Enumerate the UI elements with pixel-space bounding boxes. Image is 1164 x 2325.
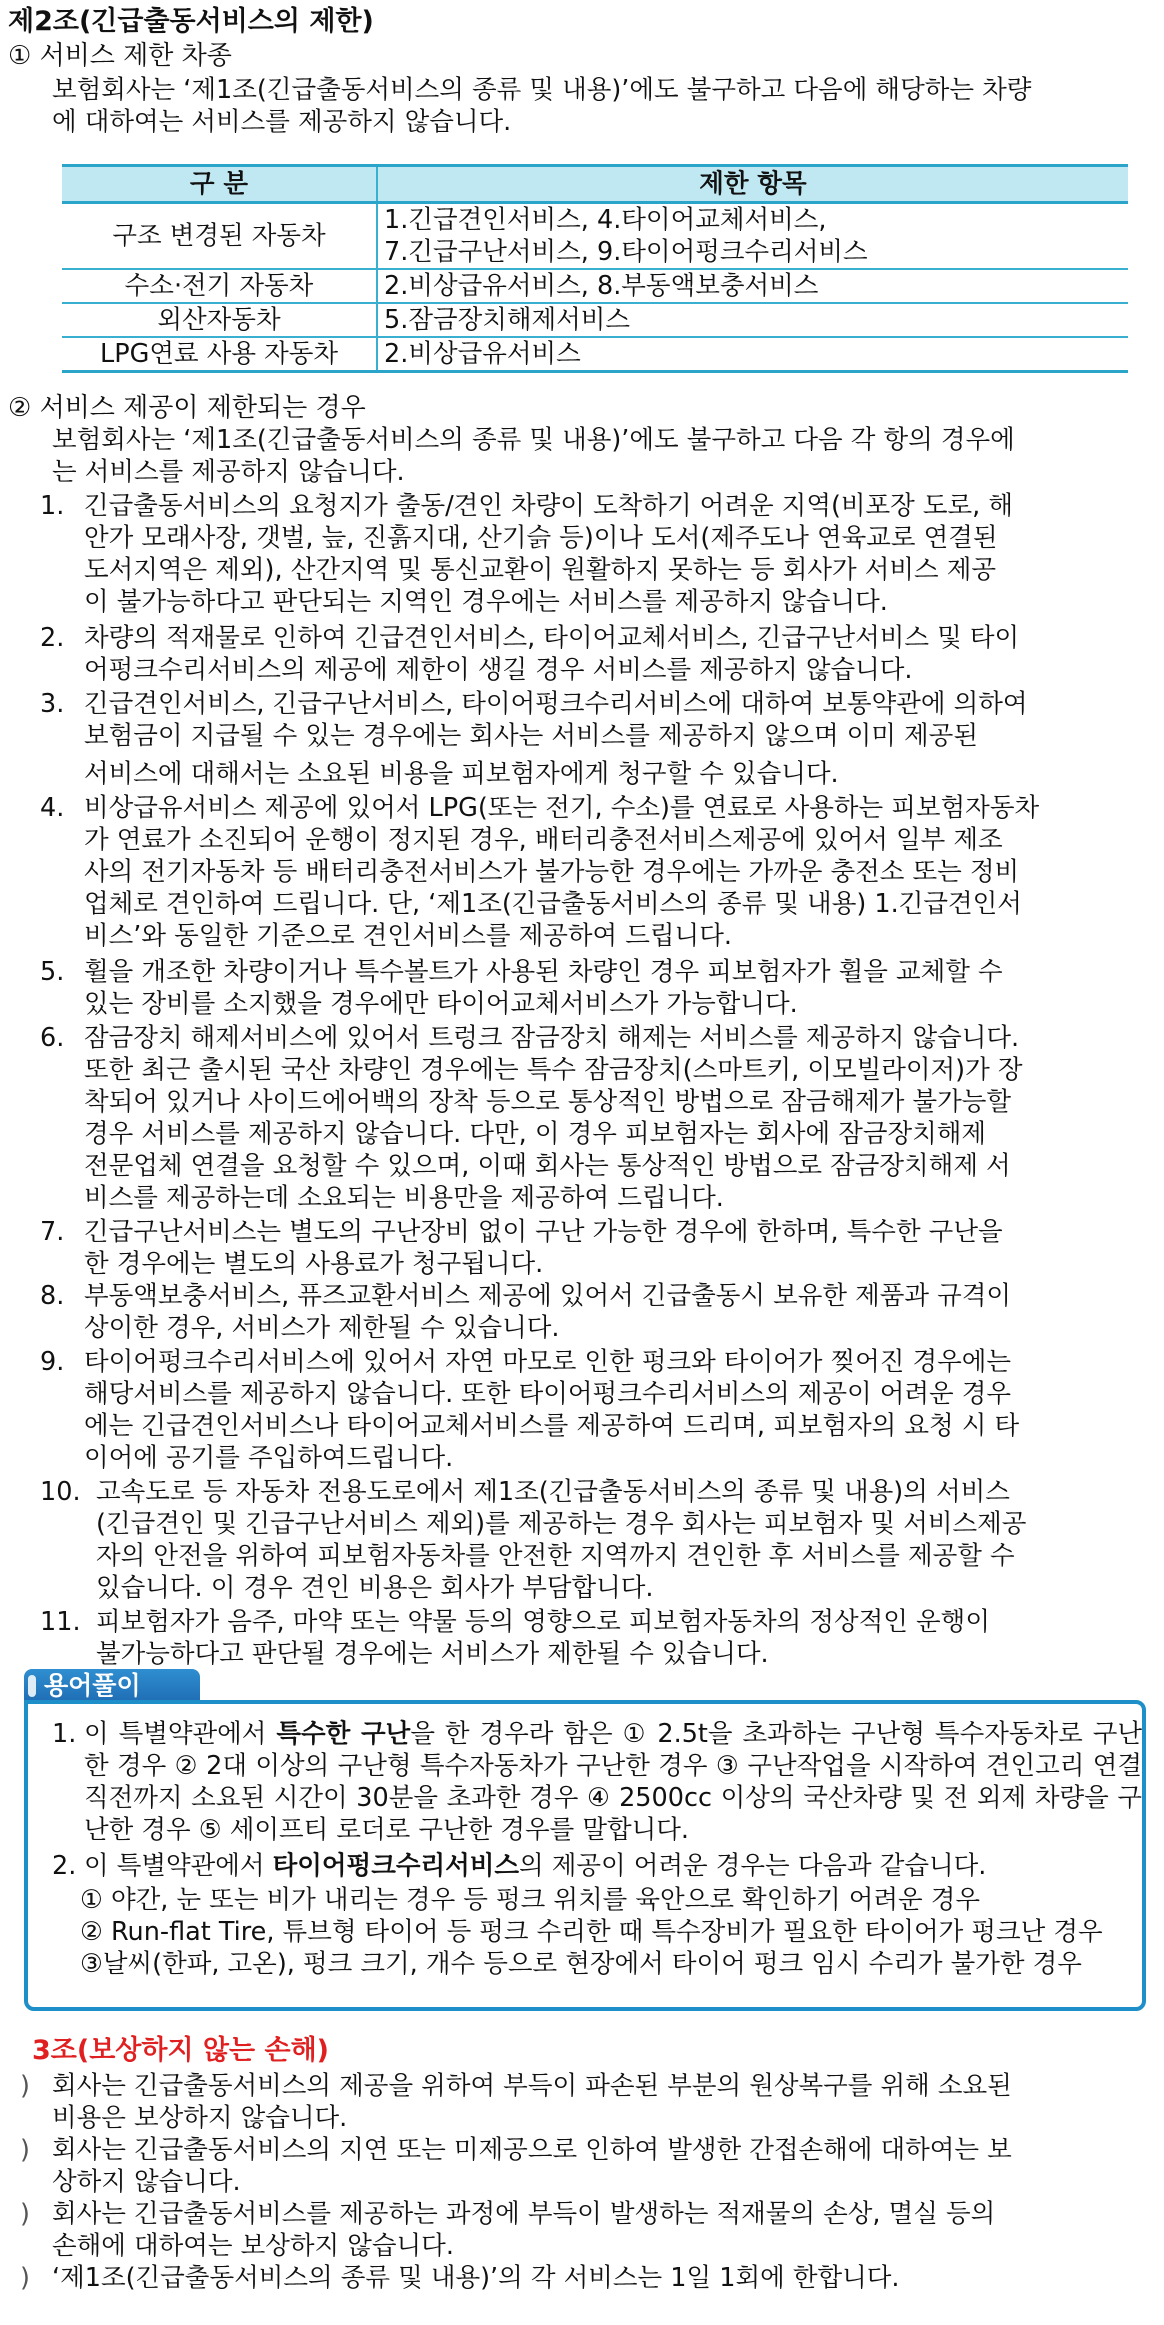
- list-item-number: 7.: [40, 1217, 65, 1247]
- text-line: 비스를 제공하는데 소요되는 비용만을 제공하여 드립니다.: [84, 1183, 724, 1213]
- table-cell-category: 구조 변경된 자동차: [62, 203, 377, 270]
- article2-title: 제2조(긴급출동서비스의 제한): [8, 6, 374, 37]
- text-line: 해당서비스를 제공하지 않습니다. 또한 타이어펑크수리서비스의 제공이 어려운 경우: [84, 1379, 1012, 1409]
- list-item-text: [84, 622, 1136, 686]
- list-item-number: 9.: [40, 1347, 65, 1377]
- list-item: [40, 1022, 1136, 1214]
- text-run: 이 특별약관에서: [84, 1719, 277, 1749]
- glossary-tab-label: 용어풀이: [44, 1671, 141, 1700]
- table-cell-category: 외산자동차: [62, 303, 377, 337]
- text-line: 긴급견인서비스, 긴급구난서비스, 타이어펑크수리서비스에 대하여 보통약관에 의하여: [84, 689, 1028, 719]
- text-line: 이어에 공기를 주입하여드립니다.: [84, 1443, 454, 1473]
- bullet-marker: ): [20, 2263, 30, 2293]
- bold-term: 특수한 구난: [276, 1719, 411, 1749]
- text-line: 회사는 긴급출동서비스의 지연 또는 미제공으로 인하여 발생한 간접손해에 대하여는 보: [52, 2135, 1012, 2165]
- table-cell-items: 2.비상급유서비스: [377, 337, 1128, 372]
- text-line: 있는 장비를 소지했을 경우에만 타이어교체서비스가 가능합니다.: [84, 989, 798, 1019]
- table-row: [62, 269, 1128, 303]
- list-item-number: 1.: [40, 491, 65, 521]
- text-line: 비스’와 동일한 기준으로 견인서비스를 제공하여 드립니다.: [84, 921, 732, 951]
- text-line: 타이어펑크수리서비스에 있어서 자연 마모로 인한 펑크와 타이어가 찢어진 경우에는: [84, 1347, 1012, 1377]
- table-item-line: 1.긴급견인서비스, 4.타이어교체서비스,: [384, 205, 827, 235]
- list-item: [40, 1216, 1136, 1280]
- text-line: 상하지 않습니다.: [52, 2167, 241, 2197]
- glossary-item-number: 2.: [52, 1851, 77, 1881]
- text-line: 휠을 개조한 차량이거나 특수볼트가 사용된 차량인 경우 피보험자가 휠을 교체할 수: [84, 957, 1003, 987]
- text-line: 잠금장치 해제서비스에 있어서 트렁크 잠금장치 해제는 서비스를 제공하지 않습니다.: [84, 1023, 1020, 1053]
- bookmark-icon: [28, 1675, 36, 1697]
- text-line: 비용은 보상하지 않습니다.: [52, 2103, 348, 2133]
- text-line: 긴급구난서비스는 별도의 구난장비 없이 구난 가능한 경우에 한하며, 특수한 구난을: [84, 1217, 1003, 1247]
- list-item: [40, 1606, 1136, 1670]
- list-item-number: 8.: [40, 1281, 65, 1311]
- text-line: 상이한 경우, 서비스가 제한될 수 있습니다.: [84, 1313, 560, 1343]
- list-item-number: 4.: [40, 793, 65, 823]
- list-item-text: [52, 2070, 1136, 2134]
- list-item-number: 6.: [40, 1023, 65, 1053]
- text-line: 도서지역은 제외), 산간지역 및 통신교환이 원활하지 못하는 등 회사가 서비스 제공: [84, 555, 997, 585]
- glossary-tab: [24, 1669, 200, 1703]
- list-item: [40, 490, 1136, 618]
- glossary-item-number: 1.: [52, 1719, 77, 1749]
- list-item-text: [84, 490, 1136, 618]
- text-line: 긴급출동서비스의 요청지가 출동/견인 차량이 도착하기 어려운 지역(비포장 도로, 해: [84, 491, 1014, 521]
- text-run: 을 한 경우라 함은 ① 2.5t을 초과하는 구난형 특수자동차로 구난한 경우 ② 2대 이상의 구난형 특수자동차가 구난한 경우 ③ 구난작업을 시작하여 견인고리 연결직전까지 소요된 시간이 30분을 초과한 경우 ④ 2500cc 이상의 국산차량 및 전 외제 차량을 구난한 경우 ⑤ 세이프티 로더로 구난한 경우를 말합니다.: [84, 1719, 1142, 1845]
- section2-intro: [52, 424, 1136, 488]
- list-item: [40, 622, 1136, 686]
- text-line: 어펑크수리서비스의 제공에 제한이 생길 경우 서비스를 제공하지 않습니다.: [84, 655, 913, 685]
- section1-intro: [52, 74, 1136, 138]
- list-item-text: [84, 956, 1136, 1020]
- list-item-text: [84, 1216, 1136, 1280]
- glossary-item: [52, 1850, 1142, 1882]
- section2-heading: ② 서비스 제공이 제한되는 경우: [8, 393, 366, 423]
- table-header-items: 제한 항목: [377, 166, 1128, 203]
- list-item-text: [96, 1606, 1136, 1670]
- text-line: 이 불가능하다고 판단되는 지역인 경우에는 서비스를 제공하지 않습니다.: [84, 587, 888, 617]
- section2-intro-line: 보험회사는 ‘제1조(긴급출동서비스의 종류 및 내용)’에도 불구하고 다음 각 항의 경우에: [52, 425, 1015, 455]
- table-header-category: 구 분: [62, 166, 377, 203]
- list-item: [20, 2262, 1136, 2294]
- text-line: (긴급견인 및 긴급구난서비스 제외)를 제공하는 경우 회사는 피보험자 및 서비스제공: [96, 1509, 1027, 1539]
- text-line: 경우 서비스를 제공하지 않습니다. 다만, 이 경우 피보험자는 회사에 잠금장치해제: [84, 1119, 987, 1149]
- list-item-text: [52, 2198, 1136, 2262]
- restriction-table: [62, 164, 1128, 373]
- text-line: 부동액보충서비스, 퓨즈교환서비스 제공에 있어서 긴급출동시 보유한 제품과 규격이: [84, 1281, 1012, 1311]
- text-line: 착되어 있거나 사이드에어백의 장착 등으로 통상적인 방법으로 잠금해제가 불가능할: [84, 1087, 1012, 1117]
- text-line: 있습니다. 이 경우 견인 비용은 회사가 부담합니다.: [96, 1573, 654, 1603]
- section2-intro-line: 는 서비스를 제공하지 않습니다.: [52, 457, 405, 487]
- text-line: ‘제1조(긴급출동서비스의 종류 및 내용)’의 각 서비스는 1일 1회에 한합니다.: [52, 2263, 900, 2293]
- table-cell-items: 5.잠금장치해제서비스: [377, 303, 1128, 337]
- table-cell-category: LPG연료 사용 자동차: [62, 337, 377, 372]
- text-line: 한 경우에는 별도의 사용료가 청구됩니다.: [84, 1249, 544, 1279]
- glossary-item-text: [84, 1718, 1142, 1846]
- list-item-text: [84, 1022, 1136, 1214]
- text-line: 에는 긴급견인서비스나 타이어교체서비스를 제공하여 드리며, 피보험자의 요청 시 타: [84, 1411, 1020, 1441]
- table-row: [62, 303, 1128, 337]
- list-item-text: [84, 688, 1136, 790]
- article3-title: 3조(보상하지 않는 손해): [32, 2035, 330, 2066]
- list-item-text: [84, 1280, 1136, 1344]
- text-line: 또한 최근 출시된 국산 차량인 경우에는 특수 잠금장치(스마트키, 이모빌라이저)가 장: [84, 1055, 1023, 1085]
- text-line: 피보험자가 음주, 마약 또는 약물 등의 영향으로 피보험자동차의 정상적인 운행이: [96, 1607, 990, 1637]
- list-item: [40, 956, 1136, 1020]
- text-run: 이 특별약관에서: [84, 1851, 273, 1881]
- text-run: 의 제공이 어려운 경우는 다음과 같습니다.: [519, 1851, 987, 1881]
- glossary-box: [24, 1700, 1146, 2011]
- glossary-subitem: ① 야간, 눈 또는 비가 내리는 경우 등 펑크 위치를 육안으로 확인하기 어려운 경우: [80, 1885, 980, 1915]
- glossary-item-text: [84, 1850, 1142, 1882]
- text-line: 사의 전기자동차 등 배터리충전서비스가 불가능한 경우에는 가까운 충전소 또는 정비: [84, 857, 1020, 887]
- text-line: 서비스에 대해서는 소요된 비용을 피보험자에게 청구할 수 있습니다.: [84, 759, 839, 789]
- text-line: 불가능하다고 판단될 경우에는 서비스가 제한될 수 있습니다.: [96, 1639, 769, 1669]
- list-item: [40, 792, 1136, 952]
- glossary-subitem: ③날씨(한파, 고온), 펑크 크기, 개수 등으로 현장에서 타이어 펑크 임시 수리가 불가한 경우: [80, 1949, 1082, 1979]
- table-cell-items: [377, 203, 1128, 270]
- list-item: [40, 1280, 1136, 1344]
- text-line: 비상급유서비스 제공에 있어서 LPG(또는 전기, 수소)를 연료로 사용하는 피보험자동차: [84, 793, 1040, 823]
- bullet-marker: ): [20, 2071, 30, 2101]
- text-line: 가 연료가 소진되어 운행이 정지된 경우, 배터리충전서비스제공에 있어서 일부 제조: [84, 825, 1003, 855]
- list-item-text: [84, 1346, 1136, 1474]
- text-line: 손해에 대하여는 보상하지 않습니다.: [52, 2231, 454, 2261]
- text-line: 전문업체 연결을 요청할 수 있으며, 이때 회사는 통상적인 방법으로 잠금장치해제 서: [84, 1151, 1011, 1181]
- text-line: 업체로 견인하여 드립니다. 단, ‘제1조(긴급출동서비스의 종류 및 내용) 1.긴급견인서: [84, 889, 1022, 919]
- list-item-number: 11.: [40, 1607, 81, 1637]
- list-item: [40, 1346, 1136, 1474]
- list-item-text: [52, 2134, 1136, 2198]
- list-item: [40, 1476, 1136, 1604]
- text-line: 자의 안전을 위하여 피보험자동차를 안전한 지역까지 견인한 후 서비스를 제공할 수: [96, 1541, 1015, 1571]
- table-row: [62, 337, 1128, 372]
- list-item: [20, 2198, 1136, 2262]
- text-line: 회사는 긴급출동서비스를 제공하는 과정에 부득이 발생하는 적재물의 손상, 멸실 등의: [52, 2199, 996, 2229]
- section1-heading: ① 서비스 제한 차종: [8, 41, 232, 71]
- bullet-marker: ): [20, 2135, 30, 2165]
- bullet-marker: ): [20, 2199, 30, 2229]
- glossary-item: [52, 1718, 1142, 1846]
- section1-intro-line: 보험회사는 ‘제1조(긴급출동서비스의 종류 및 내용)’에도 불구하고 다음에 해당하는 차량: [52, 75, 1032, 105]
- list-item: [40, 688, 1136, 790]
- glossary-subitem: ② Run-flat Tire, 튜브형 타이어 등 펑크 수리한 때 특수장비가 필요한 타이어가 펑크난 경우: [80, 1917, 1103, 1947]
- table-cell-category: 수소·전기 자동차: [62, 269, 377, 303]
- text-line: 고속도로 등 자동차 전용도로에서 제1조(긴급출동서비스의 종류 및 내용)의 서비스: [96, 1477, 1010, 1507]
- text-line: 회사는 긴급출동서비스의 제공을 위하여 부득이 파손된 부분의 원상복구를 위해 소요된: [52, 2071, 1012, 2101]
- list-item-number: 2.: [40, 623, 65, 653]
- list-item-text: [96, 1476, 1136, 1604]
- table-item-line: 7.긴급구난서비스, 9.타이어펑크수리서비스: [384, 237, 868, 267]
- text-line: 보험금이 지급될 수 있는 경우에는 회사는 서비스를 제공하지 않으며 이미 제공된: [84, 721, 978, 751]
- list-item-text: [84, 792, 1136, 952]
- list-item-number: 3.: [40, 689, 65, 719]
- table-header-row: [62, 166, 1128, 203]
- bold-term: 타이어펑크수리서비스: [272, 1851, 519, 1881]
- text-line: 안가 모래사장, 갯벌, 늪, 진흙지대, 산기슭 등)이나 도서(제주도나 연육교로 연결된: [84, 523, 998, 553]
- list-item: [20, 2134, 1136, 2198]
- text-line: 차량의 적재물로 인하여 긴급견인서비스, 타이어교체서비스, 긴급구난서비스 및 타이: [84, 623, 1020, 653]
- table-cell-items: 2.비상급유서비스, 8.부동액보충서비스: [377, 269, 1128, 303]
- list-item: [20, 2070, 1136, 2134]
- section1-intro-line: 에 대하여는 서비스를 제공하지 않습니다.: [52, 107, 512, 137]
- list-item-text: [52, 2262, 1136, 2294]
- table-row: [62, 203, 1128, 270]
- list-item-number: 5.: [40, 957, 65, 987]
- list-item-number: 10.: [40, 1477, 81, 1507]
